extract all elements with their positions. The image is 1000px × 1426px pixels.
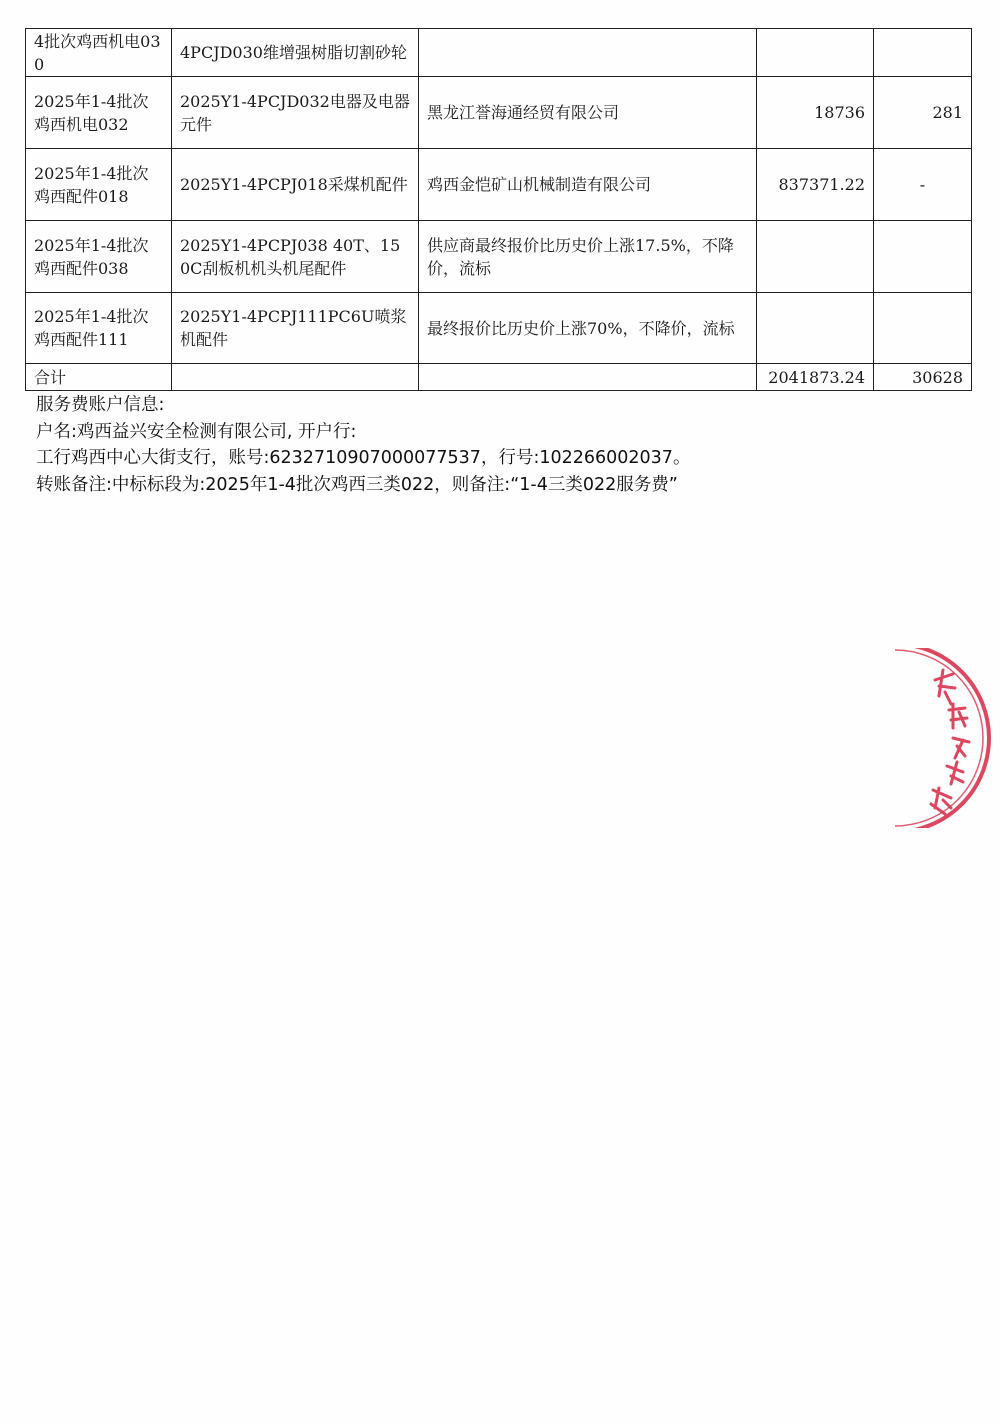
supplier-cell: 供应商最终报价比历史价上涨17.5%，不降价，流标 [419,221,757,293]
total-amount: 2041873.24 [757,364,874,391]
item-cell: 2025Y1-4PCPJ111PC6U喷浆机配件 [172,293,419,364]
item-cell: 2025Y1-4PCPJ038 40T、150C刮板机机头机尾配件 [172,221,419,293]
fee-cell [874,293,972,364]
supplier-cell [419,29,757,77]
item-cell: 2025Y1-4PCJD032电器及电器元件 [172,77,419,149]
supplier-cell: 鸡西金恺矿山机械制造有限公司 [419,149,757,221]
amount-cell [757,29,874,77]
total-label: 合计 [26,364,172,391]
fee-cell [874,221,972,293]
supplier-cell: 最终报价比历史价上涨70%，不降价，流标 [419,293,757,364]
fee-cell: 281 [874,77,972,149]
table-row [26,293,972,364]
lot-cell: 4批次鸡西机电030 [26,29,172,77]
total-fee: 30628 [874,364,972,391]
amount-cell [757,221,874,293]
amount-cell: 837371.22 [757,149,874,221]
account-info-section [36,392,966,498]
amount-cell [757,293,874,364]
account-heading: 服务费账户信息: [36,395,165,415]
fee-cell: - [874,149,972,221]
item-cell: 4PCJD030维增强树脂切割砂轮 [172,29,419,77]
company-seal [895,648,1000,828]
bank-line: 工行鸡西中心大街支行，账号:6232710907000077537，行号:102266002037。 [36,448,691,468]
remark-line: 转账备注:中标标段为:2025年1-4批次鸡西三类022，则备注:“1-4三类022服务费” [36,474,678,495]
empty-cell [172,364,419,391]
empty-cell [419,364,757,391]
fee-cell [874,29,972,77]
bid-results-table [25,28,972,391]
total-row [26,364,972,391]
table-row [26,77,972,149]
lot-cell: 2025年1-4批次鸡西机电032 [26,77,172,149]
table-row [26,221,972,293]
supplier-cell: 黑龙江誉海通经贸有限公司 [419,77,757,149]
seal-stamp-icon [895,648,1000,828]
item-cell: 2025Y1-4PCPJ018采煤机配件 [172,149,419,221]
table-row [26,29,972,77]
lot-cell: 2025年1-4批次鸡西配件111 [26,293,172,364]
account-name-line: 户名:鸡西益兴安全检测有限公司, 开户行: [36,421,357,442]
lot-cell: 2025年1-4批次鸡西配件038 [26,221,172,293]
lot-cell: 2025年1-4批次鸡西配件018 [26,149,172,221]
seal-inner-ring [895,650,983,826]
amount-cell: 18736 [757,77,874,149]
table-row [26,149,972,221]
